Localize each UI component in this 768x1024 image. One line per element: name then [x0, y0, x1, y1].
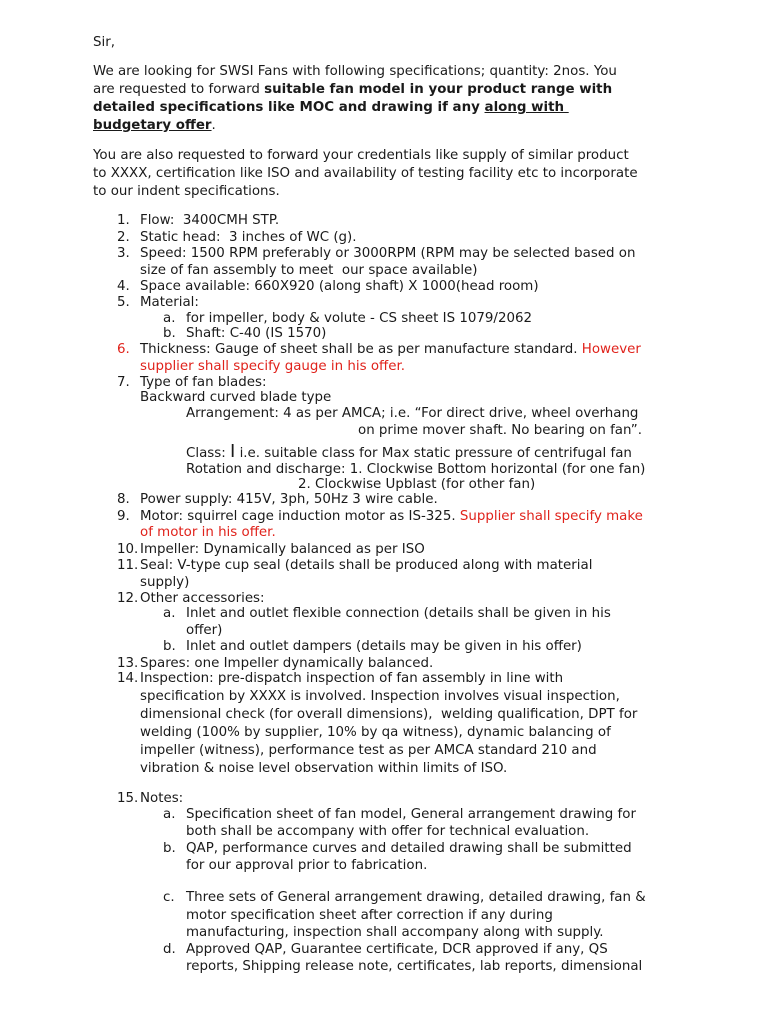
- salutation: Sir,: [93, 35, 115, 50]
- material-impeller: for impeller, body & volute - CS sheet IS 1079/2062: [186, 311, 533, 326]
- list-letter: a.: [163, 311, 176, 326]
- spec-speed-cont: size of fan assembly to meet our space available): [140, 263, 478, 278]
- spec-motor-cont: of motor in his offer.: [140, 525, 276, 540]
- note-drawing-sets-cont: motor specification sheet after correction if any during: [186, 908, 553, 923]
- spec-space: Space available: 660X920 (along shaft) X 1000(head room): [140, 279, 539, 294]
- spec-inspection-cont: impeller (witness), performance test as per AMCA standard 210 and: [140, 743, 597, 758]
- spec-seal-cont: supply): [140, 575, 190, 590]
- note-qap-cont: for our approval prior to fabrication.: [186, 858, 428, 873]
- note-drawing-sets: Three sets of General arrangement drawing, detailed drawing, fan &: [186, 890, 646, 905]
- list-number: 6.: [117, 342, 130, 357]
- spec-flow: Flow: 3400CMH STP.: [140, 213, 280, 228]
- supplier-note: However: [581, 342, 641, 357]
- spec-motor: Motor: squirrel cage induction motor as IS-325. Supplier shall specify make: [140, 509, 643, 524]
- spec-inspection: Inspection: pre-dispatch inspection of fan assembly in line with: [140, 671, 564, 686]
- list-letter: d.: [163, 942, 176, 957]
- list-number: 13.: [117, 656, 139, 671]
- spec-inspection-cont: specification by XXXX is involved. Inspection involves visual inspection,: [140, 689, 620, 704]
- list-number: 12.: [117, 591, 139, 606]
- blade-type: Backward curved blade type: [140, 390, 332, 405]
- spec-accessories: Other accessories:: [140, 591, 265, 606]
- note-qap: QAP, performance curves and detailed drawing shall be submitted: [186, 841, 632, 856]
- list-letter: b.: [163, 326, 176, 341]
- motor-supplier-note: Supplier shall specify make: [459, 509, 643, 524]
- spec-static-head: Static head: 3 inches of WC (g).: [140, 230, 357, 245]
- note-approved-qap: Approved QAP, Guarantee certificate, DCR approved if any, QS: [186, 942, 608, 957]
- list-number: 11.: [117, 558, 139, 573]
- note-drawing-sets-cont: manufacturing, inspection shall accompany along with supply.: [186, 925, 604, 940]
- list-number: 4.: [117, 279, 130, 294]
- list-number: 5.: [117, 295, 130, 310]
- spec-seal: Seal: V-type cup seal (details shall be produced along with material: [140, 558, 593, 573]
- notes-heading: Notes:: [140, 791, 184, 806]
- note-spec-sheet-cont: both shall be accompany with offer for technical evaluation.: [186, 824, 590, 839]
- intro-line-1: We are looking for SWSI Fans with following specifications; quantity: 2nos. You: [93, 64, 617, 79]
- list-letter: b.: [163, 841, 176, 856]
- list-letter: b.: [163, 639, 176, 654]
- accessory-dampers: Inlet and outlet dampers (details may be given in his offer): [186, 639, 582, 654]
- spec-speed: Speed: 1500 RPM preferably or 3000RPM (RPM may be selected based on: [140, 246, 636, 261]
- note-approved-qap-cont: reports, Shipping release note, certificates, lab reports, dimensional: [186, 959, 643, 974]
- budgetary-emphasis: along with: [484, 100, 569, 115]
- credentials-line-1: You are also requested to forward your credentials like supply of similar product: [93, 148, 629, 163]
- list-letter: a.: [163, 606, 176, 621]
- intro-line-4: budgetary offer.: [93, 118, 216, 133]
- rotation-discharge-cont: 2. Clockwise Upblast (for other fan): [298, 477, 536, 492]
- spec-inspection-cont: welding (100% by supplier, 10% by qa witness), dynamic balancing of: [140, 725, 611, 740]
- credentials-line-3: to our indent specifications.: [93, 184, 280, 199]
- list-number: 2.: [117, 230, 130, 245]
- spec-thickness: Thickness: Gauge of sheet shall be as per manufacture standard. However: [140, 342, 641, 357]
- accessory-flexible-connection-cont: offer): [186, 623, 223, 638]
- material-shaft: Shaft: C-40 (IS 1570): [186, 326, 327, 341]
- list-number: 7.: [117, 375, 130, 390]
- list-number: 15.: [117, 791, 139, 806]
- spec-thickness-cont: supplier shall specify gauge in his offer.: [140, 359, 406, 374]
- note-spec-sheet: Specification sheet of fan model, General arrangement drawing for: [186, 807, 636, 822]
- blade-arrangement: Arrangement: 4 as per AMCA; i.e. “For direct drive, wheel overhang: [186, 406, 639, 421]
- list-number: 14.: [117, 671, 139, 686]
- spec-inspection-cont: dimensional check (for overall dimensions), welding qualification, DPT for: [140, 707, 638, 722]
- rotation-discharge: Rotation and discharge: 1. Clockwise Bottom horizontal (for one fan): [186, 462, 646, 477]
- accessory-flexible-connection: Inlet and outlet flexible connection (details shall be given in his: [186, 606, 611, 621]
- spec-impeller: Impeller: Dynamically balanced as per ISO: [140, 542, 425, 557]
- intro-line-2: are requested to forward suitable fan model in your product range with: [93, 82, 613, 97]
- spec-inspection-cont: vibration & noise level observation within limits of ISO.: [140, 761, 508, 776]
- intro-line-3: detailed specifications like MOC and drawing if any along with: [93, 100, 569, 115]
- blade-class: Class: I i.e. suitable class for Max static pressure of centrifugal fan: [186, 441, 632, 462]
- spec-spares: Spares: one Impeller dynamically balanced.: [140, 656, 434, 671]
- list-number: 8.: [117, 492, 130, 507]
- spec-power-supply: Power supply: 415V, 3ph, 50Hz 3 wire cable.: [140, 492, 438, 507]
- spec-material: Material:: [140, 295, 199, 310]
- spec-blades: Type of fan blades:: [140, 375, 267, 390]
- list-number: 10.: [117, 542, 139, 557]
- credentials-line-2: to XXXX, certification like ISO and availability of testing facility etc to incorporate: [93, 166, 638, 181]
- blade-arrangement-cont: on prime mover shaft. No bearing on fan”.: [358, 423, 642, 438]
- list-number: 1.: [117, 213, 130, 228]
- list-number: 3.: [117, 246, 130, 261]
- request-emphasis: suitable fan model in your product range with: [264, 82, 613, 97]
- list-letter: a.: [163, 807, 176, 822]
- list-number: 9.: [117, 509, 130, 524]
- list-letter: c.: [163, 890, 175, 905]
